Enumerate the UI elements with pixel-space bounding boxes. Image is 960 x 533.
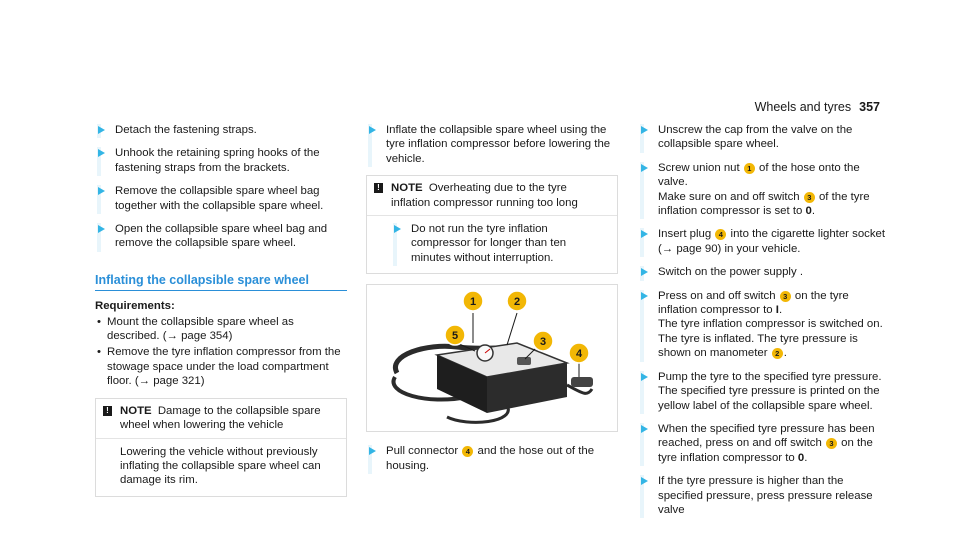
step-item: If the tyre pressure is higher than the specified pressure, press pressure release valve <box>638 474 890 517</box>
step-arrow-icon <box>641 164 648 172</box>
connector-plug <box>571 377 593 387</box>
step-item: Remove the collapsible spare wheel bag together with the collapsible spare wheel. <box>95 184 347 213</box>
note-header <box>96 399 346 439</box>
figure-callout-2 <box>507 291 527 311</box>
callout-badge: 3 <box>804 192 815 203</box>
step-arrow-icon <box>98 149 105 157</box>
note-heading: Overheating due to the tyre inflation compressor running too long <box>391 182 578 209</box>
callout-badge: 3 <box>826 438 837 449</box>
step-arrow-icon <box>98 225 105 233</box>
figure-callout-1 <box>463 291 483 311</box>
callout-badge: 1 <box>744 163 755 174</box>
note-heading: Damage to the collapsible spare wheel when lowering the vehicle <box>120 404 321 432</box>
figure-callout-4 <box>569 343 589 363</box>
warning-icon: ! <box>374 183 383 193</box>
step-arrow-icon <box>641 292 648 300</box>
step-item: Pump the tyre to the specified tyre pressure. The specified tyre pressure is printed on the yellow label of the collapsible spare wheel. <box>638 370 890 413</box>
figure-callout-3 <box>533 331 553 351</box>
svg-text:4: 4 <box>575 348 583 361</box>
step-item: Insert plug 4 into the cigarette lighter socket (→ page 90) in your vehicle. <box>638 227 890 256</box>
step-item: When the specified tyre pressure has been reached, press on and off switch 3 on the tyre inflation compressor to 0. <box>638 422 890 465</box>
section-title: Inflating the collapsible spare wheel <box>95 273 347 291</box>
note-label: NOTE <box>120 404 152 417</box>
note-box <box>95 398 347 497</box>
figure-callout-5 <box>445 325 465 345</box>
note-body <box>367 216 617 273</box>
step-item: Pull connector 4 and the hose out of the housing. <box>366 444 618 473</box>
page-header <box>755 100 880 114</box>
requirement-item: • Remove the tyre inflation compressor from the stowage space under the load compartment floor. (→ page 321) <box>95 345 347 388</box>
step-item: Unscrew the cap from the valve on the collapsible spare wheel. <box>638 123 890 152</box>
warning-icon: ! <box>103 406 112 416</box>
svg-text:3: 3 <box>539 336 547 349</box>
callout-badge: 4 <box>462 446 473 457</box>
step-arrow-icon <box>641 373 648 381</box>
requirements-label: Requirements: <box>95 300 175 313</box>
step-item: Press on and off switch 3 on the tyre inflation compressor to I. The tyre inflation compressor is switched on. The tyre is inflated. The tyre pressure is shown on manometer 2 . <box>638 289 890 361</box>
step-arrow-icon <box>641 425 648 433</box>
step-item: Unhook the retaining spring hooks of the fastening straps from the brackets. <box>95 146 347 175</box>
svg-text:5: 5 <box>451 330 459 343</box>
callout-badge: 2 <box>772 348 783 359</box>
step-arrow-icon <box>369 126 376 134</box>
step-item: Open the collapsible spare wheel bag and remove the collapsible spare wheel. <box>95 222 347 251</box>
step-arrow-icon <box>98 126 105 134</box>
step-arrow-icon <box>641 126 648 134</box>
svg-text:1: 1 <box>469 296 477 309</box>
step-item: Screw union nut 1 of the hose onto the valve. Make sure on and off switch 3 of the tyre inflation compressor is set to 0. <box>638 161 890 219</box>
page-number: 357 <box>859 100 880 114</box>
callout-badge: 3 <box>780 291 791 302</box>
column-2 <box>366 123 618 482</box>
svg-text:2: 2 <box>513 296 521 309</box>
step-arrow-icon <box>369 447 376 455</box>
step-item: Detach the fastening straps. <box>95 123 347 137</box>
step-item: Do not run the tyre inflation compressor for longer than ten minutes without interruption. <box>391 222 609 265</box>
note-label: NOTE <box>391 182 423 195</box>
note-box <box>366 175 618 274</box>
header-title: Wheels and tyres <box>754 100 852 114</box>
tyre-inflation-compressor-illustration <box>367 285 617 431</box>
step-arrow-icon <box>641 477 648 485</box>
step-arrow-icon <box>641 230 648 238</box>
column-3 <box>638 123 890 526</box>
step-arrow-icon <box>641 268 648 276</box>
requirement-item: • Mount the collapsible spare wheel as described. (→ page 354) <box>95 315 347 344</box>
step-item: Inflate the collapsible spare wheel using the tyre inflation compressor before lowering the vehicle. <box>366 123 618 166</box>
note-body: Lowering the vehicle without previously inflating the collapsible spare wheel can damage its rim. <box>120 445 321 487</box>
on-off-switch <box>517 357 531 365</box>
note-header <box>367 176 617 216</box>
step-arrow-icon <box>394 225 401 233</box>
step-arrow-icon <box>98 187 105 195</box>
callout-badge: 4 <box>715 229 726 240</box>
compressor-figure <box>366 284 618 432</box>
step-item: Switch on the power supply . <box>638 265 890 279</box>
column-1 <box>95 123 347 497</box>
